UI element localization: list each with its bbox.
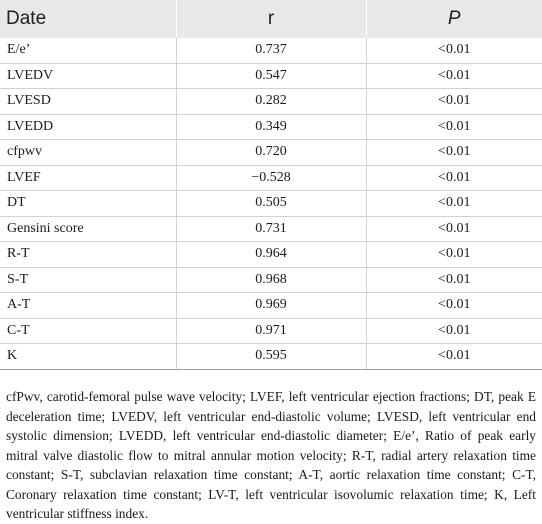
table-row: [0, 344, 542, 370]
r-value: 0.505: [176, 191, 366, 217]
p-value: <0.01: [366, 114, 542, 140]
r-value: 0.737: [176, 38, 366, 63]
table-row: [0, 191, 542, 217]
r-value: 0.720: [176, 140, 366, 166]
row-label: DT: [0, 191, 176, 217]
r-value: 0.731: [176, 216, 366, 242]
r-value: 0.969: [176, 293, 366, 319]
r-value: −0.528: [176, 165, 366, 191]
table-row: [0, 38, 542, 63]
table-footnote: cfPwv, carotid-femoral pulse wave velocity; LVEF, left ventricular ejection fractions; DT, peak E deceleration time; LVEDV, left ventricular end-diastolic volume; LVESD, left ventricular end systolic dimension; LVEDD, left ventricular end-diastolic diameter; E/e’, Ratio of peak early mitral valve diastolic flow to mitral annular motion velocity; R-T, radial artery relaxation time constant; S-T, subclavian relaxation time constant; A-T, aortic relaxation time constant; C-T, Coronary relaxation time constant; LV-T, left ventricular isovolumic relaxation time; K, Left ventricular stiffness index.: [6, 389, 536, 522]
r-value: 0.547: [176, 63, 366, 89]
p-value: <0.01: [366, 267, 542, 293]
p-value: <0.01: [366, 293, 542, 319]
row-label: S-T: [0, 267, 176, 293]
table-row: [0, 216, 542, 242]
row-label: R-T: [0, 242, 176, 268]
header-p: P: [366, 0, 542, 38]
row-label: E/e’: [0, 38, 176, 63]
r-value: 0.968: [176, 267, 366, 293]
table-row: [0, 293, 542, 319]
row-label: cfpwv: [0, 140, 176, 166]
r-value: 0.282: [176, 89, 366, 115]
row-label: LVEDV: [0, 63, 176, 89]
table-row: [0, 89, 542, 115]
row-label: LVEF: [0, 165, 176, 191]
p-value: <0.01: [366, 63, 542, 89]
row-label: A-T: [0, 293, 176, 319]
p-value: <0.01: [366, 38, 542, 63]
table-header: [0, 0, 542, 38]
row-label: K: [0, 344, 176, 370]
p-value: <0.01: [366, 344, 542, 370]
p-value: <0.01: [366, 242, 542, 268]
table-row: [0, 114, 542, 140]
table-row: [0, 242, 542, 268]
row-label: C-T: [0, 318, 176, 344]
p-value: <0.01: [366, 165, 542, 191]
r-value: 0.595: [176, 344, 366, 370]
table-body: [0, 38, 542, 369]
table-row: [0, 140, 542, 166]
table-row: [0, 267, 542, 293]
p-value: <0.01: [366, 318, 542, 344]
p-value: <0.01: [366, 89, 542, 115]
r-value: 0.971: [176, 318, 366, 344]
p-value: <0.01: [366, 216, 542, 242]
table-row: [0, 165, 542, 191]
p-value: <0.01: [366, 140, 542, 166]
row-label: LVESD: [0, 89, 176, 115]
table-row: [0, 63, 542, 89]
header-date: Date: [0, 0, 176, 38]
p-value: <0.01: [366, 191, 542, 217]
header-row: [0, 0, 542, 38]
table-row: [0, 318, 542, 344]
row-label: LVEDD: [0, 114, 176, 140]
header-r: r: [176, 0, 366, 38]
r-value: 0.964: [176, 242, 366, 268]
r-value: 0.349: [176, 114, 366, 140]
row-label: Gensini score: [0, 216, 176, 242]
